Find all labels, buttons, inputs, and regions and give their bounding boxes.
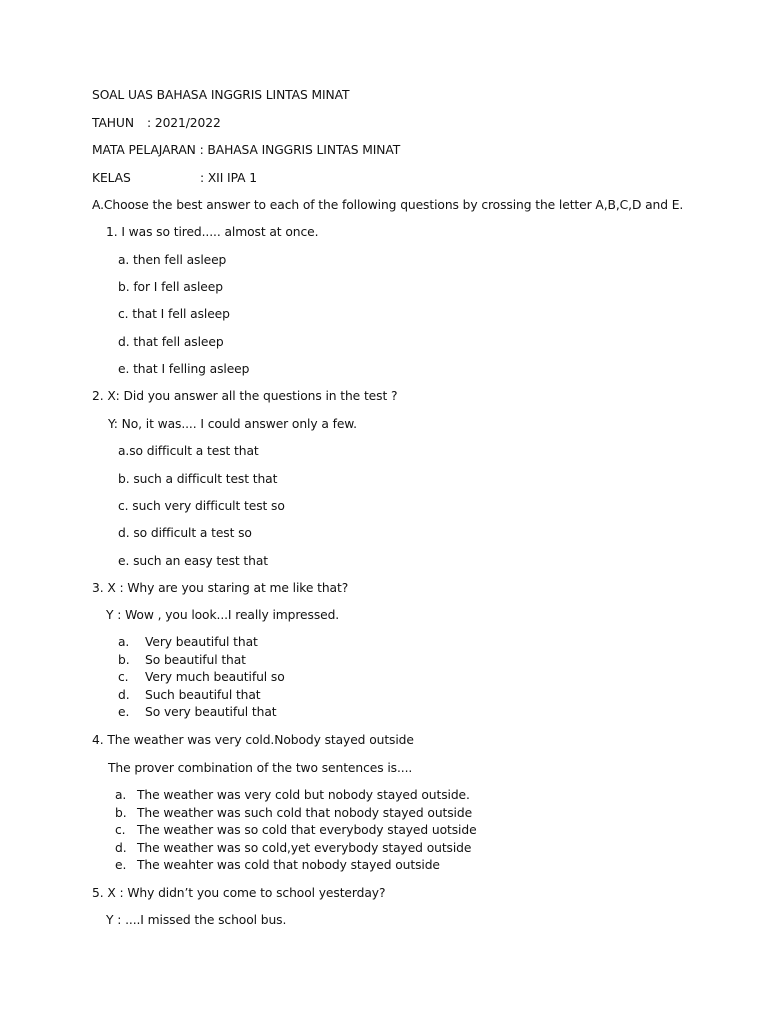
question-4-prompt: The prover combination of the two sentences is.... xyxy=(108,761,413,775)
question-3-option-b xyxy=(118,653,246,668)
year-value: : 2021/2022 xyxy=(147,116,221,130)
question-4-option-d xyxy=(115,841,471,856)
subject-line xyxy=(92,143,400,158)
option-text: Such beautiful that xyxy=(145,688,261,702)
class-value: : XII IPA 1 xyxy=(200,171,257,185)
year-label: TAHUN xyxy=(92,116,134,130)
option-text: So beautiful that xyxy=(145,653,246,667)
instruction-text: A.Choose the best answer to each of the following questions by crossing the letter A,B,C,D and E. xyxy=(92,198,684,212)
option-letter: e. xyxy=(115,858,127,872)
question-3-option-d xyxy=(118,688,261,703)
question-1-option-c: c. that I fell asleep xyxy=(118,307,230,321)
question-2-option-e: e. such an easy test that xyxy=(118,554,268,568)
question-4-stem: 4. The weather was very cold.Nobody stayed outside xyxy=(92,733,414,747)
question-1-option-e: e. that I felling asleep xyxy=(118,362,250,376)
option-letter: c. xyxy=(118,670,129,684)
option-text: The weahter was cold that nobody stayed outside xyxy=(137,858,440,872)
option-text: The weather was such cold that nobody stayed outside xyxy=(137,806,473,820)
question-2-reply: Y: No, it was.... I could answer only a few. xyxy=(108,417,357,431)
option-letter: b. xyxy=(118,653,130,667)
option-text: The weather was so cold that everybody stayed uotside xyxy=(137,823,477,837)
question-1-option-a: a. then fell asleep xyxy=(118,253,227,267)
option-letter: d. xyxy=(115,841,127,855)
option-letter: d. xyxy=(118,688,130,702)
option-letter: a. xyxy=(115,788,127,802)
option-text: So very beautiful that xyxy=(145,705,277,719)
question-3-stem: 3. X : Why are you staring at me like that? xyxy=(92,581,349,595)
question-4-option-b xyxy=(115,806,472,821)
question-3-option-e xyxy=(118,705,276,720)
class-label: KELAS xyxy=(92,171,131,185)
option-text: The weather was so cold,yet everybody stayed outside xyxy=(137,841,472,855)
option-text: The weather was very cold but nobody stayed outside. xyxy=(137,788,470,802)
option-text: Very beautiful that xyxy=(145,635,258,649)
subject-value: : BAHASA INGGRIS LINTAS MINAT xyxy=(199,143,401,157)
question-2-stem: 2. X: Did you answer all the questions in the test ? xyxy=(92,389,398,403)
question-3-option-a xyxy=(118,635,258,650)
exam-title: SOAL UAS BAHASA INGGRIS LINTAS MINAT xyxy=(92,88,350,102)
question-2-option-d: d. so difficult a test so xyxy=(118,526,252,540)
question-5-reply: Y : ....I missed the school bus. xyxy=(106,913,287,927)
question-2-option-b: b. such a difficult test that xyxy=(118,472,278,486)
question-3-option-c xyxy=(118,670,285,685)
question-5-stem: 5. X : Why didn’t you come to school yesterday? xyxy=(92,886,386,900)
question-3-reply: Y : Wow , you look...I really impressed. xyxy=(106,608,340,622)
option-letter: b. xyxy=(115,806,127,820)
class-line xyxy=(92,171,257,186)
question-4-option-c xyxy=(115,823,477,838)
question-1-stem: 1. I was so tired..... almost at once. xyxy=(106,225,319,239)
question-2-option-c: c. such very difficult test so xyxy=(118,499,285,513)
option-letter: c. xyxy=(115,823,126,837)
question-2-option-a: a.so difficult a test that xyxy=(118,444,259,458)
question-4-option-e xyxy=(115,858,440,873)
subject-label: MATA PELAJARAN xyxy=(92,143,196,157)
option-letter: e. xyxy=(118,705,130,719)
year-line xyxy=(92,116,221,131)
option-text: Very much beautiful so xyxy=(145,670,285,684)
question-1-option-d: d. that fell asleep xyxy=(118,335,224,349)
question-1-option-b: b. for I fell asleep xyxy=(118,280,223,294)
option-letter: a. xyxy=(118,635,130,649)
question-4-option-a xyxy=(115,788,470,803)
